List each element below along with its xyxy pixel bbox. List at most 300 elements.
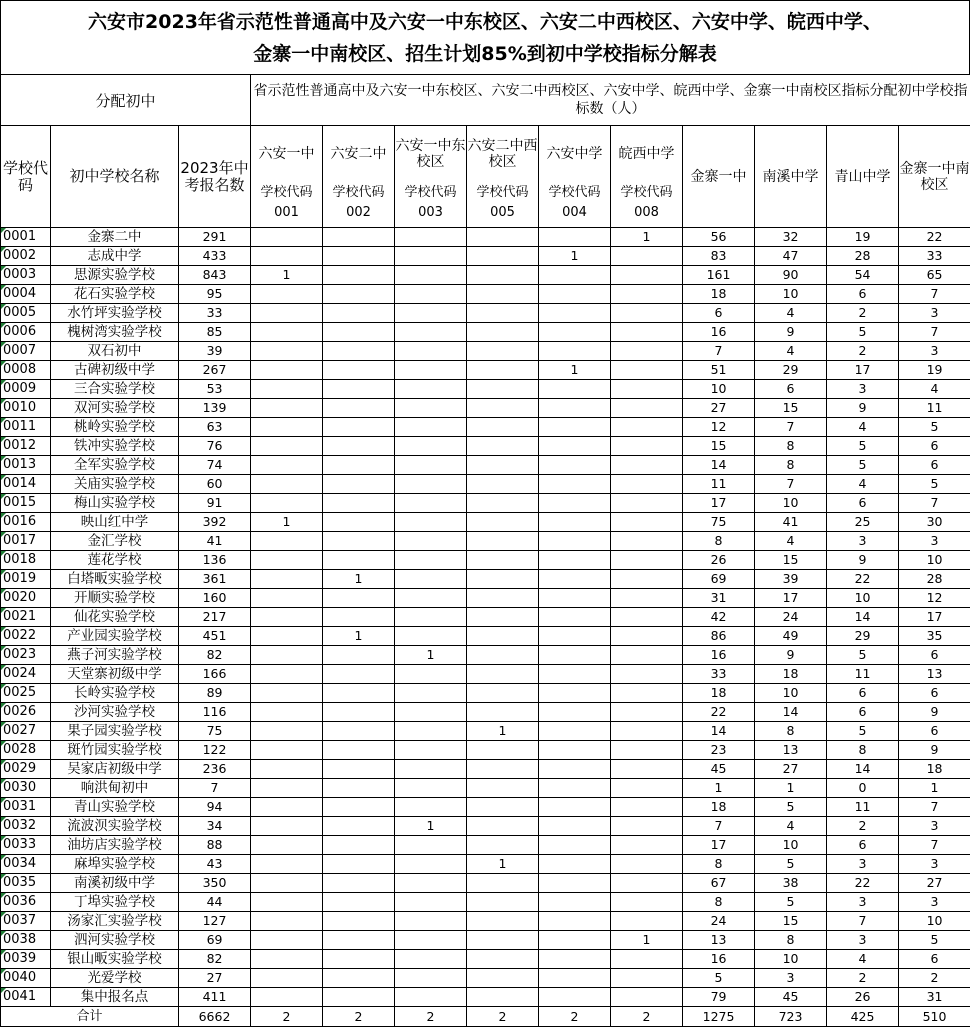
school-name-cell: 响洪甸初中 bbox=[51, 779, 179, 798]
quota-cell bbox=[323, 931, 395, 950]
quota-cell bbox=[395, 798, 467, 817]
quota-cell bbox=[251, 608, 323, 627]
quota-cell bbox=[323, 418, 395, 437]
school-code-cell: 0026 bbox=[1, 703, 51, 722]
quota-cell bbox=[323, 779, 395, 798]
quota-cell bbox=[611, 817, 683, 836]
quota-cell: 1 bbox=[611, 931, 683, 950]
quota-cell: 10 bbox=[899, 551, 970, 570]
school-name-cell: 开顺实验学校 bbox=[51, 589, 179, 608]
school-code-cell: 0032 bbox=[1, 817, 51, 836]
school-name-cell: 光爱学校 bbox=[51, 969, 179, 988]
quota-cell bbox=[251, 323, 323, 342]
quota-cell bbox=[395, 855, 467, 874]
table-row bbox=[1, 551, 970, 570]
enrollment-count-cell: 27 bbox=[179, 969, 251, 988]
quota-cell bbox=[395, 969, 467, 988]
quota-cell: 17 bbox=[899, 608, 970, 627]
quota-cell: 10 bbox=[755, 950, 827, 969]
quota-cell bbox=[251, 437, 323, 456]
school-name-cell: 桃岭实验学校 bbox=[51, 418, 179, 437]
quota-cell bbox=[611, 304, 683, 323]
quota-cell: 27 bbox=[899, 874, 970, 893]
quota-cell: 7 bbox=[899, 836, 970, 855]
enrollment-count-cell: 116 bbox=[179, 703, 251, 722]
enrollment-count-cell: 63 bbox=[179, 418, 251, 437]
table-row bbox=[1, 912, 970, 931]
quota-cell bbox=[395, 893, 467, 912]
school-header: 六安一中 bbox=[251, 126, 323, 182]
quota-cell: 8 bbox=[683, 855, 755, 874]
quota-cell: 35 bbox=[899, 627, 970, 646]
quota-cell: 42 bbox=[683, 608, 755, 627]
quota-cell bbox=[323, 342, 395, 361]
quota-cell bbox=[323, 513, 395, 532]
quota-cell bbox=[395, 779, 467, 798]
quota-cell: 6 bbox=[827, 494, 899, 513]
quota-cell bbox=[323, 323, 395, 342]
count-column-header: 2023年中考报名数 bbox=[179, 126, 251, 228]
quota-cell bbox=[323, 703, 395, 722]
quota-cell: 1 bbox=[323, 627, 395, 646]
quota-cell bbox=[251, 703, 323, 722]
quota-cell bbox=[323, 304, 395, 323]
table-row bbox=[1, 646, 970, 665]
quota-cell bbox=[467, 475, 539, 494]
quota-cell bbox=[539, 665, 611, 684]
total-label: 合计 bbox=[1, 1007, 179, 1027]
quota-cell bbox=[539, 532, 611, 551]
quota-cell: 3 bbox=[827, 893, 899, 912]
quota-cell: 3 bbox=[899, 817, 970, 836]
quota-cell: 86 bbox=[683, 627, 755, 646]
table-header bbox=[1, 75, 970, 228]
quota-cell bbox=[251, 950, 323, 969]
quota-cell bbox=[467, 456, 539, 475]
quota-cell bbox=[251, 342, 323, 361]
school-code: 008 bbox=[634, 205, 659, 220]
quota-cell: 22 bbox=[827, 570, 899, 589]
quota-cell: 5 bbox=[683, 969, 755, 988]
enrollment-count-cell: 843 bbox=[179, 266, 251, 285]
quota-cell: 13 bbox=[755, 741, 827, 760]
quota-cell bbox=[539, 285, 611, 304]
enrollment-count-cell: 43 bbox=[179, 855, 251, 874]
quota-cell: 7 bbox=[683, 342, 755, 361]
quota-cell bbox=[611, 380, 683, 399]
quota-cell bbox=[467, 912, 539, 931]
title-line-1: 六安市2023年省示范性普通高中及六安一中东校区、六安二中西校区、六安中学、皖西中学、 bbox=[88, 10, 882, 33]
quota-cell bbox=[251, 646, 323, 665]
quota-cell bbox=[323, 684, 395, 703]
school-code-cell: 0013 bbox=[1, 456, 51, 475]
quota-cell bbox=[395, 342, 467, 361]
table-row bbox=[1, 608, 970, 627]
quota-cell bbox=[323, 285, 395, 304]
quota-cell bbox=[467, 418, 539, 437]
quota-cell: 31 bbox=[683, 589, 755, 608]
quota-cell: 5 bbox=[755, 798, 827, 817]
quota-cell: 5 bbox=[827, 437, 899, 456]
quota-cell bbox=[611, 836, 683, 855]
school-name-cell: 梅山实验学校 bbox=[51, 494, 179, 513]
quota-cell bbox=[611, 456, 683, 475]
school-name-cell: 汤家汇实验学校 bbox=[51, 912, 179, 931]
quota-cell bbox=[467, 380, 539, 399]
quota-cell bbox=[251, 798, 323, 817]
quota-cell bbox=[251, 494, 323, 513]
quota-cell: 1 bbox=[683, 779, 755, 798]
quota-cell: 90 bbox=[755, 266, 827, 285]
total-cell: 2 bbox=[611, 1007, 683, 1027]
quota-cell bbox=[611, 703, 683, 722]
quota-cell: 65 bbox=[899, 266, 970, 285]
enrollment-count-cell: 361 bbox=[179, 570, 251, 589]
quota-cell bbox=[611, 285, 683, 304]
quota-cell: 11 bbox=[683, 475, 755, 494]
table-row bbox=[1, 513, 970, 532]
quota-cell bbox=[539, 703, 611, 722]
quota-cell: 17 bbox=[683, 494, 755, 513]
quota-cell: 31 bbox=[899, 988, 970, 1007]
quota-cell: 3 bbox=[827, 855, 899, 874]
school-name-cell: 双河实验学校 bbox=[51, 399, 179, 418]
school-code-label: 学校代码 bbox=[260, 185, 313, 200]
quota-cell: 27 bbox=[683, 399, 755, 418]
quota-cell: 3 bbox=[755, 969, 827, 988]
quota-cell bbox=[395, 684, 467, 703]
quota-cell bbox=[611, 627, 683, 646]
quota-cell bbox=[395, 285, 467, 304]
table-row bbox=[1, 323, 970, 342]
school-code-label: 学校代码 bbox=[476, 185, 529, 200]
quota-cell bbox=[539, 228, 611, 247]
quota-cell bbox=[539, 399, 611, 418]
quota-cell bbox=[323, 589, 395, 608]
quota-cell bbox=[611, 779, 683, 798]
table-row bbox=[1, 722, 970, 741]
school-header: 六安一中东校区 bbox=[395, 126, 467, 182]
quota-cell bbox=[539, 912, 611, 931]
quota-cell bbox=[611, 760, 683, 779]
school-code-cell: 0038 bbox=[1, 931, 51, 950]
quota-cell bbox=[467, 893, 539, 912]
quota-cell bbox=[611, 570, 683, 589]
quota-cell: 9 bbox=[899, 741, 970, 760]
quota-cell bbox=[539, 874, 611, 893]
school-code: 004 bbox=[562, 205, 587, 220]
school-code-cell: 0005 bbox=[1, 304, 51, 323]
quota-cell: 22 bbox=[827, 874, 899, 893]
quota-cell: 6 bbox=[827, 836, 899, 855]
quota-cell bbox=[251, 627, 323, 646]
quota-cell: 75 bbox=[683, 513, 755, 532]
school-code-cell: 0011 bbox=[1, 418, 51, 437]
quota-cell bbox=[323, 798, 395, 817]
school-name-cell: 流波𬇙实验学校 bbox=[51, 817, 179, 836]
quota-cell: 45 bbox=[755, 988, 827, 1007]
school-name-cell: 花石实验学校 bbox=[51, 285, 179, 304]
quota-cell: 14 bbox=[827, 608, 899, 627]
quota-cell bbox=[251, 931, 323, 950]
school-code-label: 学校代码 bbox=[620, 185, 673, 200]
school-name-cell: 槐树湾实验学校 bbox=[51, 323, 179, 342]
quota-cell bbox=[323, 532, 395, 551]
quota-cell bbox=[395, 931, 467, 950]
table-row bbox=[1, 855, 970, 874]
quota-cell: 7 bbox=[755, 475, 827, 494]
school-code-cell: 0012 bbox=[1, 437, 51, 456]
enrollment-count-cell: 217 bbox=[179, 608, 251, 627]
school-name-cell: 斑竹园实验学校 bbox=[51, 741, 179, 760]
school-name-cell: 关庙实验学校 bbox=[51, 475, 179, 494]
quota-cell bbox=[395, 950, 467, 969]
quota-cell bbox=[611, 741, 683, 760]
school-code-cell: 0037 bbox=[1, 912, 51, 931]
quota-cell: 18 bbox=[755, 665, 827, 684]
quota-cell bbox=[395, 380, 467, 399]
quota-cell bbox=[539, 323, 611, 342]
quota-cell bbox=[323, 988, 395, 1007]
school-code-cell: 0039 bbox=[1, 950, 51, 969]
quota-cell bbox=[467, 266, 539, 285]
enrollment-count-cell: 350 bbox=[179, 874, 251, 893]
quota-cell: 23 bbox=[683, 741, 755, 760]
quota-cell bbox=[323, 456, 395, 475]
quota-cell bbox=[467, 532, 539, 551]
quota-cell: 6 bbox=[827, 703, 899, 722]
quota-cell bbox=[251, 532, 323, 551]
quota-cell bbox=[467, 684, 539, 703]
quota-cell: 15 bbox=[683, 437, 755, 456]
enrollment-count-cell: 41 bbox=[179, 532, 251, 551]
table-row bbox=[1, 266, 970, 285]
quota-cell bbox=[539, 418, 611, 437]
quota-cell bbox=[611, 266, 683, 285]
quota-cell bbox=[251, 817, 323, 836]
enrollment-count-cell: 136 bbox=[179, 551, 251, 570]
total-cell: 6662 bbox=[179, 1007, 251, 1027]
school-name-cell: 古碑初级中学 bbox=[51, 361, 179, 380]
quota-cell: 79 bbox=[683, 988, 755, 1007]
quota-cell bbox=[539, 817, 611, 836]
enrollment-count-cell: 60 bbox=[179, 475, 251, 494]
table-row bbox=[1, 817, 970, 836]
school-code: 005 bbox=[490, 205, 515, 220]
quota-cell: 5 bbox=[827, 323, 899, 342]
quota-cell: 8 bbox=[827, 741, 899, 760]
school-code-cell: 0021 bbox=[1, 608, 51, 627]
quota-cell bbox=[467, 988, 539, 1007]
school-name-cell: 莲花学校 bbox=[51, 551, 179, 570]
school-code-cell: 0015 bbox=[1, 494, 51, 513]
total-cell: 2 bbox=[251, 1007, 323, 1027]
quota-cell bbox=[539, 266, 611, 285]
quota-cell bbox=[395, 532, 467, 551]
quota-cell bbox=[611, 608, 683, 627]
quota-cell: 54 bbox=[827, 266, 899, 285]
quota-cell: 10 bbox=[755, 285, 827, 304]
enrollment-count-cell: 7 bbox=[179, 779, 251, 798]
quota-cell bbox=[395, 627, 467, 646]
plan-header: 省示范性普通高中及六安一中东校区、六安二中西校区、六安中学、皖西中学、金寨一中南校区指标分配初中学校指标数（人） bbox=[251, 75, 970, 126]
school-header: 六安二中西校区 bbox=[467, 126, 539, 182]
quota-cell bbox=[395, 437, 467, 456]
enrollment-count-cell: 94 bbox=[179, 798, 251, 817]
school-name-cell: 集中报名点 bbox=[51, 988, 179, 1007]
school-name-cell: 长岭实验学校 bbox=[51, 684, 179, 703]
school-name-cell: 银山畈实验学校 bbox=[51, 950, 179, 969]
quota-cell bbox=[395, 361, 467, 380]
quota-cell bbox=[611, 589, 683, 608]
quota-cell bbox=[323, 836, 395, 855]
table-row bbox=[1, 893, 970, 912]
quota-cell: 14 bbox=[683, 722, 755, 741]
quota-cell: 10 bbox=[899, 912, 970, 931]
quota-cell bbox=[467, 646, 539, 665]
quota-cell: 10 bbox=[755, 836, 827, 855]
quota-cell bbox=[539, 589, 611, 608]
total-cell: 723 bbox=[755, 1007, 827, 1027]
quota-cell bbox=[467, 836, 539, 855]
quota-cell: 4 bbox=[899, 380, 970, 399]
quota-cell bbox=[611, 399, 683, 418]
table-row bbox=[1, 703, 970, 722]
quota-cell: 9 bbox=[755, 323, 827, 342]
enrollment-count-cell: 39 bbox=[179, 342, 251, 361]
table-row bbox=[1, 380, 970, 399]
quota-cell: 7 bbox=[899, 798, 970, 817]
quota-cell bbox=[323, 665, 395, 684]
table-row bbox=[1, 741, 970, 760]
quota-cell bbox=[467, 247, 539, 266]
quota-cell: 33 bbox=[683, 665, 755, 684]
quota-cell bbox=[251, 836, 323, 855]
school-name-cell: 双石初中 bbox=[51, 342, 179, 361]
quota-cell bbox=[323, 874, 395, 893]
table-row bbox=[1, 342, 970, 361]
quota-cell: 2 bbox=[827, 342, 899, 361]
table-row bbox=[1, 456, 970, 475]
quota-cell bbox=[395, 513, 467, 532]
quota-cell bbox=[251, 380, 323, 399]
quota-cell: 6 bbox=[899, 456, 970, 475]
quota-cell bbox=[395, 988, 467, 1007]
quota-cell bbox=[395, 266, 467, 285]
school-code-cell: 0016 bbox=[1, 513, 51, 532]
quota-cell bbox=[539, 779, 611, 798]
quota-cell bbox=[251, 665, 323, 684]
quota-cell bbox=[611, 855, 683, 874]
table-row bbox=[1, 589, 970, 608]
quota-cell: 4 bbox=[755, 304, 827, 323]
quota-cell bbox=[539, 437, 611, 456]
quota-cell: 7 bbox=[755, 418, 827, 437]
quota-cell: 7 bbox=[827, 912, 899, 931]
enrollment-count-cell: 91 bbox=[179, 494, 251, 513]
quota-cell bbox=[539, 570, 611, 589]
school-code-cell: 0030 bbox=[1, 779, 51, 798]
quota-cell bbox=[395, 836, 467, 855]
enrollment-count-cell: 160 bbox=[179, 589, 251, 608]
quota-cell: 22 bbox=[683, 703, 755, 722]
enrollment-count-cell: 53 bbox=[179, 380, 251, 399]
quota-cell: 32 bbox=[755, 228, 827, 247]
quota-cell bbox=[467, 551, 539, 570]
quota-cell bbox=[467, 361, 539, 380]
school-code-cell: 0036 bbox=[1, 893, 51, 912]
quota-cell bbox=[467, 494, 539, 513]
school-code-cell: 0001 bbox=[1, 228, 51, 247]
quota-cell bbox=[395, 551, 467, 570]
school-code-cell: 0027 bbox=[1, 722, 51, 741]
quota-cell: 2 bbox=[827, 817, 899, 836]
school-code-cell bbox=[467, 181, 539, 228]
quota-cell: 6 bbox=[899, 950, 970, 969]
quota-cell bbox=[539, 760, 611, 779]
table-row bbox=[1, 437, 970, 456]
school-code-cell: 0029 bbox=[1, 760, 51, 779]
quota-cell bbox=[323, 912, 395, 931]
quota-cell: 15 bbox=[755, 912, 827, 931]
quota-cell: 3 bbox=[827, 380, 899, 399]
quota-cell bbox=[467, 285, 539, 304]
quota-cell bbox=[467, 703, 539, 722]
quota-cell bbox=[539, 342, 611, 361]
total-row bbox=[1, 1007, 970, 1027]
quota-cell bbox=[539, 475, 611, 494]
table-row bbox=[1, 494, 970, 513]
school-header: 青山中学 bbox=[827, 126, 899, 228]
quota-cell: 12 bbox=[899, 589, 970, 608]
quota-cell bbox=[395, 228, 467, 247]
table-row bbox=[1, 361, 970, 380]
quota-cell bbox=[251, 722, 323, 741]
table-row bbox=[1, 665, 970, 684]
quota-cell bbox=[467, 874, 539, 893]
quota-cell bbox=[539, 608, 611, 627]
table-row bbox=[1, 285, 970, 304]
quota-cell: 45 bbox=[683, 760, 755, 779]
quota-cell bbox=[539, 741, 611, 760]
quota-cell bbox=[323, 741, 395, 760]
quota-cell: 4 bbox=[755, 817, 827, 836]
table-row bbox=[1, 399, 970, 418]
quota-cell: 30 bbox=[899, 513, 970, 532]
quota-cell: 2 bbox=[827, 304, 899, 323]
quota-cell: 26 bbox=[827, 988, 899, 1007]
quota-cell bbox=[539, 836, 611, 855]
school-code-cell: 0031 bbox=[1, 798, 51, 817]
quota-cell bbox=[611, 646, 683, 665]
enrollment-count-cell: 85 bbox=[179, 323, 251, 342]
table-row bbox=[1, 836, 970, 855]
school-name-cell: 沙河实验学校 bbox=[51, 703, 179, 722]
school-code-cell: 0034 bbox=[1, 855, 51, 874]
quota-cell: 29 bbox=[827, 627, 899, 646]
quota-cell: 1 bbox=[539, 361, 611, 380]
quota-cell bbox=[323, 266, 395, 285]
table-row bbox=[1, 627, 970, 646]
school-header: 金寨一中 bbox=[683, 126, 755, 228]
quota-cell: 5 bbox=[899, 931, 970, 950]
quota-cell: 3 bbox=[899, 532, 970, 551]
school-header: 六安二中 bbox=[323, 126, 395, 182]
quota-cell: 3 bbox=[899, 304, 970, 323]
quota-cell: 3 bbox=[899, 855, 970, 874]
quota-cell bbox=[539, 456, 611, 475]
quota-cell bbox=[395, 304, 467, 323]
